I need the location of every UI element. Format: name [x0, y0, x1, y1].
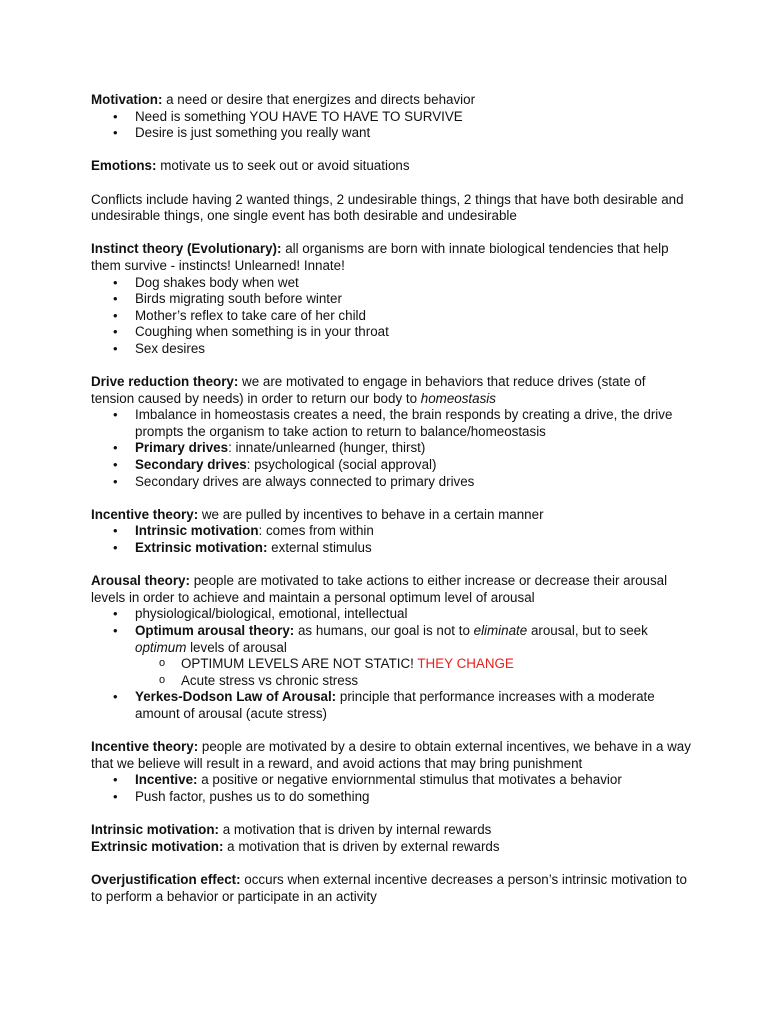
overjustification-definition: Overjustification effect: occurs when external incentive decreases a person’s intrinsic motivation to to perform a behavior or participate in an activity	[91, 871, 687, 904]
highlight-text: THEY CHANGE	[417, 656, 514, 672]
incentive-theory-definition-2: Incentive theory: people are motivated by a desire to obtain external incentives, we behave in a way that we believe will result in a reward, and avoid actions that may bring punishment	[91, 739, 691, 771]
list-item: • Optimum arousal theory: as humans, our goal is not to eliminate arousal, but to seek optimum levels of arousal	[91, 623, 691, 656]
intrinsic-motivation-definition: Intrinsic motivation: a motivation that is driven by internal rewards	[91, 822, 492, 838]
list-item: • Secondary drives are always connected to primary drives	[91, 474, 691, 491]
instinct-list	[91, 275, 691, 358]
list-item: • physiological/biological, emotional, intellectual	[91, 606, 691, 623]
emotions-definition: Emotions: motivate us to seek out or avoid situations	[91, 158, 410, 174]
list-item: • Intrinsic motivation: comes from within	[91, 523, 691, 540]
motivation-definition: Motivation: a need or desire that energizes and directs behavior	[91, 92, 476, 107]
list-item: • Incentive: a positive or negative enviornmental stimulus that motivates a behavior	[91, 772, 691, 789]
list-item: • Imbalance in homeostasis creates a need, the brain responds by creating a drive, the drive prompts the organism to take action to return to balance/homeostasis	[91, 407, 691, 440]
list-item: • Yerkes-Dodson Law of Arousal: principle that performance increases with a moderate amount of arousal (acute stress)	[91, 689, 691, 722]
arousal-theory-definition: Arousal theory: people are motivated to take actions to either increase or decrease their arousal levels in order to achieve and maintain a personal optimum level of arousal	[91, 573, 668, 605]
incentive-theory-definition: Incentive theory: we are pulled by incentives to behave in a certain manner	[91, 506, 544, 522]
list-item: • Need is something YOU HAVE TO HAVE TO SURVIVE	[91, 109, 691, 126]
motivation-list	[91, 109, 691, 142]
instinct-theory-definition: Instinct theory (Evolutionary): all organisms are born with innate biological tendencies that help them survive - instincts! Unlearned! Innate!	[91, 241, 669, 273]
arousal-list	[91, 606, 691, 722]
list-item: • Primary drives: innate/unlearned (hunger, thirst)	[91, 440, 691, 457]
list-item: • Extrinsic motivation: external stimulus	[91, 540, 691, 557]
conflicts-paragraph: Conflicts include having 2 wanted things, 2 undesirable things, 2 things that have both desirable and undesirable things, one single event has both desirable and undesirable	[91, 191, 684, 224]
list-item: • Push factor, pushes us to do something	[91, 789, 691, 806]
list-item: • Coughing when something is in your throat	[91, 324, 691, 341]
sub-list-item: o Acute stress vs chronic stress	[91, 673, 691, 690]
list-item: • Sex desires	[91, 341, 691, 358]
drive-list	[91, 407, 691, 490]
notes-body	[91, 92, 691, 905]
extrinsic-motivation-definition: Extrinsic motivation: a motivation that is driven by external rewards	[91, 838, 500, 854]
incentive-list-2	[91, 772, 691, 805]
drive-reduction-definition: Drive reduction theory: we are motivated to engage in behaviors that reduce drives (state of tension caused by needs) in order to return our body to homeostasis	[91, 374, 646, 406]
list-item: • Dog shakes body when wet	[91, 275, 691, 292]
list-item: • Mother’s reflex to take care of her child	[91, 308, 691, 325]
incentive-list	[91, 523, 691, 556]
list-item: • Secondary drives: psychological (social approval)	[91, 457, 691, 474]
list-item: • Birds migrating south before winter	[91, 291, 691, 308]
list-item: • Desire is just something you really want	[91, 125, 691, 142]
sub-list-item: o OPTIMUM LEVELS ARE NOT STATIC! THEY CHANGE	[91, 656, 691, 673]
